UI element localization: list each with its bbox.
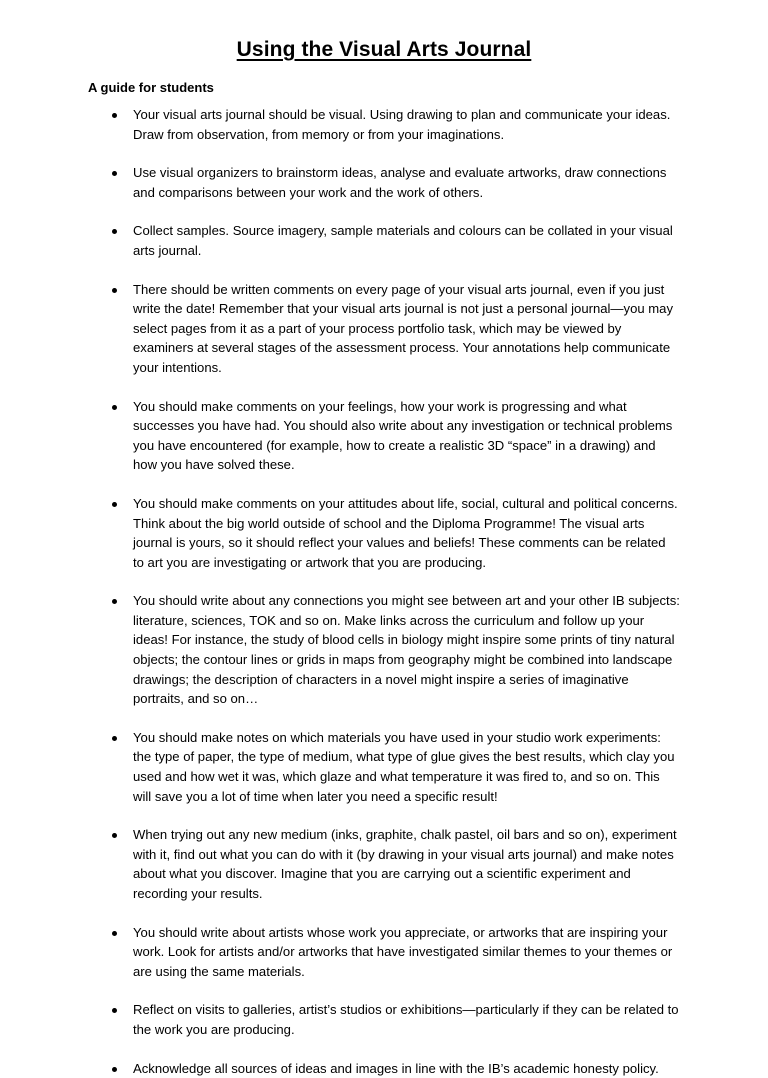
bullet-dot-icon bbox=[112, 288, 117, 293]
bullet-dot-icon bbox=[112, 599, 117, 604]
bullet-text: Collect samples. Source imagery, sample materials and colours can be collated in your visual arts journal. bbox=[133, 223, 673, 258]
guide-bullet-list bbox=[88, 105, 680, 1078]
bullet-item bbox=[88, 591, 680, 709]
bullet-dot-icon bbox=[112, 1008, 117, 1013]
bullet-dot-icon bbox=[112, 931, 117, 936]
bullet-text: Acknowledge all sources of ideas and images in line with the IB’s academic honesty policy. bbox=[133, 1060, 659, 1076]
bullet-text: There should be written comments on every page of your visual arts journal, even if you just write the date! Remember that your visual arts journal is not just a personal journal—you may select pages from it as a part of your process portfolio task, which may be viewed by examiners at several stages of the assessment process. Your annotations help communicate your intentions. bbox=[133, 281, 674, 375]
page-title: Using the Visual Arts Journal bbox=[236, 38, 532, 61]
bullet-item bbox=[88, 1059, 680, 1078]
bullet-text: You should make comments on your attitudes about life, social, cultural and political concerns. Think about the big world outside of school and the Diploma Programme! The visual arts journal is yours, so it should reflect your values and beliefs! These comments can be related to art you are investigating or artwork that you are producing. bbox=[133, 495, 678, 570]
bullet-text: When trying out any new medium (inks, graphite, chalk pastel, oil bars and so on), experiment with it, find out what you can do with it (by drawing in your visual arts journal) and make notes about what you discover. Imagine that you are carrying out a scientific experiment and recording your results. bbox=[133, 827, 677, 901]
bullet-dot-icon bbox=[112, 833, 117, 838]
bullet-dot-icon bbox=[112, 502, 117, 507]
bullet-dot-icon bbox=[112, 1067, 117, 1072]
bullet-dot-icon bbox=[112, 229, 117, 234]
bullet-item bbox=[88, 105, 680, 144]
bullet-text: Your visual arts journal should be visual. Using drawing to plan and communicate your ideas. Draw from observation, from memory or from your imaginations. bbox=[133, 107, 671, 142]
bullet-text: You should make notes on which materials you have used in your studio work experiments: the type of paper, the type of medium, what type of glue gives the best results, which clay you used and how wet it was, which glaze and what temperature it was fired to, and so on. This will save you a lot of time when later you need a specific result! bbox=[133, 729, 675, 804]
bullet-item bbox=[88, 494, 680, 572]
bullet-dot-icon bbox=[112, 113, 117, 118]
bullet-dot-icon bbox=[112, 171, 117, 176]
bullet-dot-icon bbox=[112, 405, 117, 410]
bullet-text: You should make comments on your feelings, how your work is progressing and what successes you have had. You should also write about any investigation or technical problems you have encountered (for example, how to create a realistic 3D “space” in a drawing) and how you have solved these. bbox=[133, 398, 673, 473]
bullet-item bbox=[88, 1000, 680, 1039]
bullet-item bbox=[88, 280, 680, 378]
bullet-text: You should write about any connections you might see between art and your other IB subjects: literature, sciences, TOK and so on. Make links across the curriculum and follow up your ideas! For instance, the study of blood cells in biology might inspire some prints of tiny natural objects; the contour lines or grids in maps from geography might be combined into landscape drawings; the description of characters in a novel might inspire a series of imaginative portraits, and so on… bbox=[133, 593, 680, 707]
page-subtitle: A guide for students bbox=[88, 80, 214, 95]
bullet-item bbox=[88, 397, 680, 475]
bullet-item bbox=[88, 923, 680, 982]
bullet-item bbox=[88, 825, 680, 903]
bullet-item bbox=[88, 221, 680, 260]
bullet-item bbox=[88, 163, 680, 202]
bullet-item bbox=[88, 728, 680, 806]
bullet-text: You should write about artists whose work you appreciate, or artworks that are inspiring your work. Look for artists and/or artworks that have investigated similar themes to your themes or are using the same materials. bbox=[133, 924, 673, 979]
bullet-text: Reflect on visits to galleries, artist’s studios or exhibitions—particularly if they can be related to the work you are producing. bbox=[133, 1002, 679, 1037]
bullet-dot-icon bbox=[112, 736, 117, 741]
bullet-text: Use visual organizers to brainstorm ideas, analyse and evaluate artworks, draw connections and comparisons between your work and the work of others. bbox=[133, 165, 667, 200]
